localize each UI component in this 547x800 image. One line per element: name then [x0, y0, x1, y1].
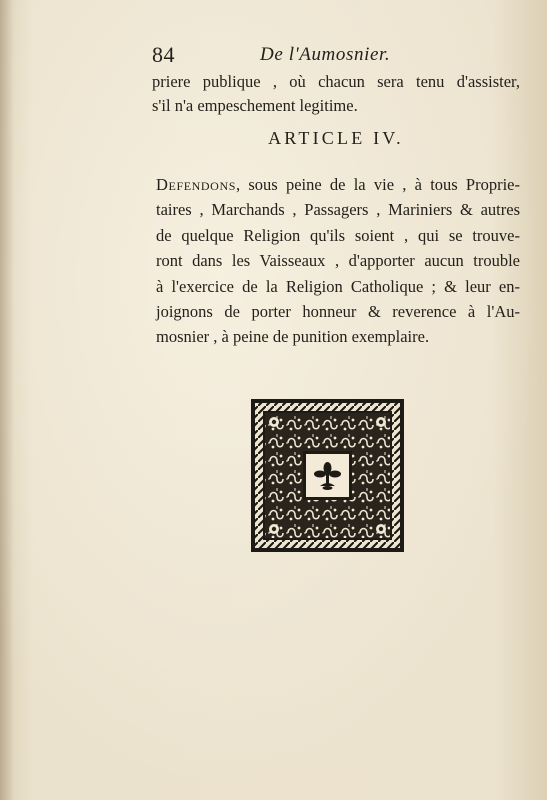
article-body [156, 172, 520, 350]
text-line: mosnier , à peine de punition exemplaire. [156, 327, 430, 347]
text-line: ront dans les Vaisseaux , d'apporter aucun trouble [156, 251, 520, 271]
text-line [156, 172, 520, 197]
text-line: joignons de porter honneur & reverence à l'Au- [156, 302, 520, 322]
page-header [152, 42, 520, 70]
continued-paragraph [152, 70, 520, 118]
running-head: De l'Aumosnier. [260, 44, 391, 65]
woodcut-fleuron-ornament-icon [250, 398, 405, 553]
text-line: à l'exercice de la Religion Catholique ; & leur en- [156, 276, 520, 296]
text-line: s'il n'a empeschement legitime. [152, 96, 358, 115]
opening-word: Defendons [156, 175, 236, 194]
text-line: taires , Marchands , Passagers , Mariniers & autres [156, 200, 520, 220]
gutter-shadow [0, 0, 14, 800]
page-number: 84 [152, 42, 175, 67]
text-line-rest: , sous peine de la vie , à tous Proprie- [236, 175, 520, 194]
article-heading: ARTICLE IV. [268, 128, 404, 148]
text-line: priere publique , où chacun sera tenu d'assister, [152, 72, 520, 91]
text-line: de quelque Religion qu'ils soient , qui se trouve- [156, 225, 520, 245]
